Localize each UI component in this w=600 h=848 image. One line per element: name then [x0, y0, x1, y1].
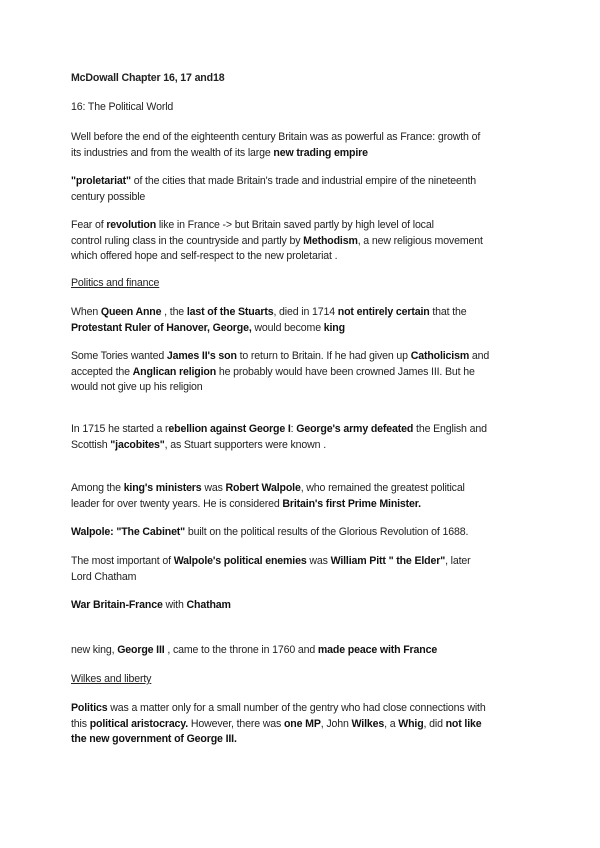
- paragraph-proletariat: "proletariat" of the cities that made Britain's trade and industrial empire of the nineteenth century possible: [71, 175, 477, 203]
- heading-politics-finance: Politics and finance: [71, 277, 160, 289]
- document-title: McDowall Chapter 16, 17 and18: [71, 72, 225, 84]
- heading-wilkes-liberty: Wilkes and liberty: [71, 673, 152, 685]
- paragraph-war: War Britain-France with Chatham: [71, 599, 231, 611]
- paragraph-walpole: Among the king's ministers was Robert Walpole, who remained the greatest political leader for over twenty years. He is considered Britain's first Prime Minister.: [71, 482, 465, 510]
- paragraph-cabinet: Walpole: "The Cabinet" built on the political results of the Glorious Revolution of 1688.: [71, 526, 469, 538]
- paragraph-tories: Some Tories wanted James II's son to return to Britain. If he had given up Catholicism and accepted the Anglican religion he probably would have been crowned James III. But he would not give up his religion: [71, 350, 490, 393]
- paragraph-politics-gentry: Politics was a matter only for a small number of the gentry who had close connections with this political aristocracy. However, there was one MP, John Wilkes, a Whig, did not like the new government of George III.: [71, 702, 486, 745]
- section-heading-16: 16: The Political World: [71, 101, 174, 113]
- paragraph-queen-anne: When Queen Anne , the last of the Stuarts, died in 1714 not entirely certain that the Protestant Ruler of Hanover, George, would become king: [71, 306, 467, 334]
- paragraph-pitt: The most important of Walpole's political enemies was William Pitt " the Elder", later Lord Chatham: [71, 555, 471, 583]
- paragraph-rebellion: In 1715 he started a rebellion against George I: George's army defeated the English and Scottish "jacobites", as Stuart supporters were known .: [71, 423, 487, 451]
- paragraph-power: Well before the end of the eighteenth century Britain was as powerful as France: growth of its industries and from the wealth of its large new trading empire: [71, 131, 481, 159]
- paragraph-revolution: Fear of revolution like in France -> but Britain saved partly by high level of local control ruling class in the countryside and partly by Methodism, a new religious movement which offered hope and self-respect to the new proletariat .: [71, 219, 483, 262]
- paragraph-george-iii: new king, George III , came to the throne in 1760 and made peace with France: [71, 644, 438, 656]
